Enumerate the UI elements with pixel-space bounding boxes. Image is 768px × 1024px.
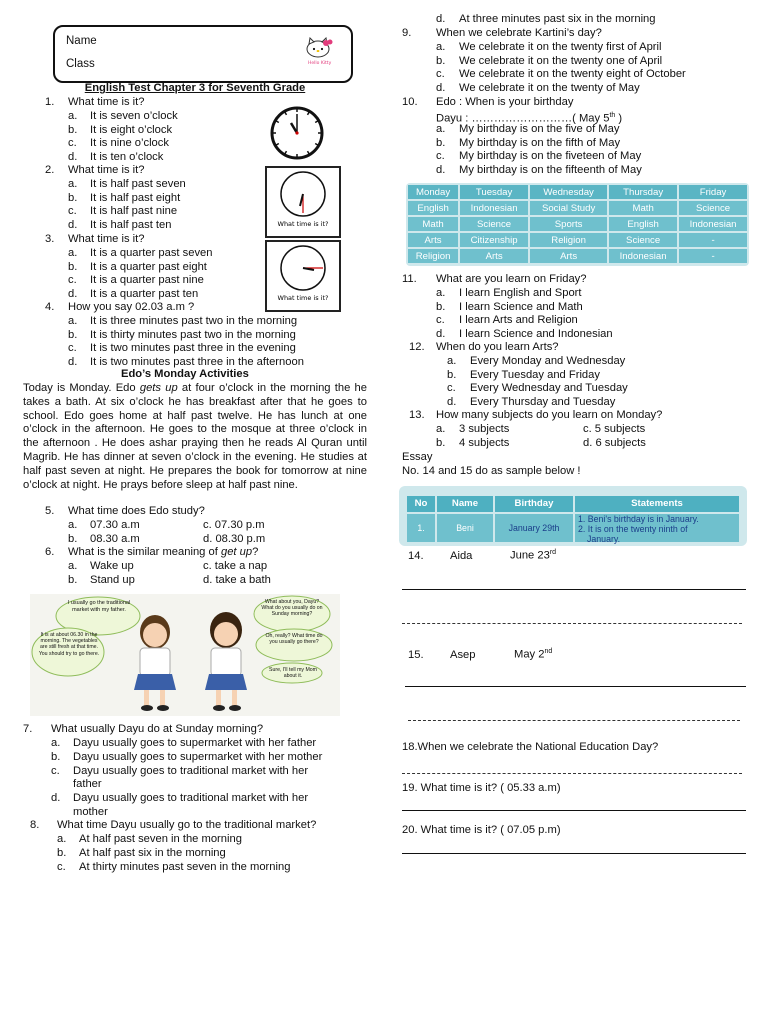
clock-2-frame — [265, 166, 341, 238]
q20-answer-line[interactable] — [402, 853, 746, 854]
clock-1 — [265, 106, 329, 163]
bubble-5: Sure, I'll tell my Mom about it. — [269, 667, 317, 680]
svg-text:Hello Kitty: Hello Kitty — [308, 61, 332, 66]
schedule-cell: Sports — [530, 217, 607, 231]
q19: 19. What time is it? ( 05.33 a.m) — [402, 782, 561, 794]
schedule-cell: English — [408, 201, 458, 215]
q18-dashed-line[interactable] — [402, 773, 742, 774]
q10-option-d: d. My birthday is on the fifteenth of May — [436, 164, 642, 177]
q5-option-c: c. 07.30 p.m — [203, 519, 265, 531]
clock-2-caption: What time is it? — [277, 220, 329, 228]
q3-option-b: b. It is a quarter past eight — [68, 260, 207, 273]
q1-option-a: a. It is seven o’clock — [68, 110, 178, 122]
bubble-4: Oh, really? What time do you usually go there? — [265, 633, 323, 646]
q14-dashed-line[interactable] — [402, 623, 742, 624]
test-title: English Test Chapter 3 for Seventh Grade — [84, 82, 306, 94]
schedule-day: Thursday — [609, 185, 677, 199]
q10-option-a: a. My birthday is on the five of May — [436, 123, 620, 135]
q7-option-b: b. Dayu usually goes to supermarket with her mother — [51, 750, 323, 763]
q11-option-d: d. I learn Science and Indonesian — [436, 328, 613, 341]
clock-3-caption: What time is it? — [277, 294, 329, 302]
q1-option-b: b. It is eight o’clock — [68, 123, 173, 136]
q7-option-c: c. Dayu usually goes to traditional market with her — [51, 764, 309, 777]
q3-option-d: d. It is a quarter past ten — [68, 287, 199, 300]
sample-header-no: No — [407, 496, 435, 512]
schedule-cell: Citizenship — [460, 233, 528, 247]
q20: 20. What time is it? ( 07.05 p.m) — [402, 824, 561, 836]
q10-dialog: Dayu : ………………………( May 5th ) — [436, 112, 623, 125]
q4-option-d: d. It is two minutes past three in the afternoon — [68, 355, 304, 368]
q9-option-b: b. We celebrate it on the twenty one of April — [436, 54, 663, 67]
q11-option-b: b. I learn Science and Math — [436, 300, 583, 313]
name-label: Name — [66, 35, 97, 47]
q9-question: 9. When we celebrate Kartini’s day? — [402, 27, 602, 39]
schedule-cell: - — [679, 249, 747, 263]
bubble-3: What about you, Dayu? What do you usually do on Sunday morning? — [261, 599, 323, 618]
q8-option-d: d. At three minutes past six in the morning — [436, 13, 656, 25]
q13-option-a: a. 3 subjects — [436, 423, 510, 435]
schedule-cell: English — [609, 217, 677, 231]
sample-header-birthday: Birthday — [495, 496, 573, 512]
schedule-cell: Indonesian — [679, 217, 747, 231]
schedule-cell: Indonesian — [609, 249, 677, 263]
schedule-cell: Science — [609, 233, 677, 247]
q1-option-c: c. It is nine o’clock — [68, 137, 169, 150]
q18: 18.When we celebrate the National Education Day? — [402, 741, 659, 753]
schedule-day: Monday — [408, 185, 458, 199]
q12-option-a: a. Every Monday and Wednesday — [447, 355, 626, 367]
q6-option-d: d. take a bath — [203, 574, 271, 586]
q12-option-c: c. Every Wednesday and Tuesday — [447, 382, 628, 395]
q10-option-b: b. My birthday is on the fifth of May — [436, 136, 621, 149]
sample-no: 1. — [407, 514, 435, 542]
name-class-box — [53, 25, 353, 83]
reading-title: Edo’s Monday Activities — [121, 368, 249, 380]
q6-question: 6. What is the similar meaning of get up? — [45, 546, 259, 558]
sample-name: Beni — [437, 514, 493, 542]
q1-option-d: d. It is ten o’clock — [68, 150, 164, 163]
q2-option-d: d. It is half past ten — [68, 218, 172, 231]
schedule-cell: Science — [679, 201, 747, 215]
q6-option-a: a. Wake up — [68, 560, 134, 572]
reading-paragraph: Today is Monday. Edo gets up at four o’clock in the morning the he takes a bath. At six o’clock he has breakfast after that he goes to school. Edo goes home at half past twelve. He has lunch at one o’clock in the afternoon. He goes to the mosque at three o’clock in the afternoon . He does ashar praying then he reads Al Quran until Magrib. He has dinner at seven o’clock in the evening. He studies at half past seven at night. He prepares the book for tomorrow at nine o’clock at night. He prays before sleep at half past nine. — [23, 382, 367, 491]
q19-answer-line[interactable] — [402, 810, 746, 811]
q11-question: 11. What are you learn on Friday? — [402, 273, 587, 285]
q13-option-b: b. 4 subjects — [436, 437, 510, 449]
q7-option-d-cont: mother — [73, 806, 108, 818]
q5-option-b: b. 08.30 a.m — [68, 533, 140, 545]
schedule-cell: Math — [408, 217, 458, 231]
sample-table — [399, 486, 747, 546]
schedule-cell: Arts — [460, 249, 528, 263]
q3-question: 3. What time is it? — [45, 233, 145, 245]
q8-option-a: a. At half past seven in the morning — [57, 833, 242, 845]
q15-answer-line[interactable] — [405, 686, 746, 687]
q9-option-a: a. We celebrate it on the twenty first of April — [436, 41, 662, 53]
q3-option-a: a. It is a quarter past seven — [68, 247, 213, 259]
q2-option-a: a. It is half past seven — [68, 178, 186, 190]
q5-option-d: d. 08.30 p.m — [203, 533, 266, 545]
q7-option-d: d. Dayu usually goes to traditional market with her — [51, 792, 309, 805]
class-label: Class — [66, 58, 95, 70]
schedule-day: Tuesday — [460, 185, 528, 199]
q9-option-d: d. We celebrate it on the twenty of May — [436, 82, 640, 95]
q11-option-c: c. I learn Arts and Religion — [436, 314, 578, 327]
q8-option-c: c. At thirty minutes past seven in the morning — [57, 860, 291, 873]
q14: 14. Aida June 23rd — [408, 549, 557, 562]
sample-birthday: January 29th — [495, 514, 573, 542]
q7-question: 7. What usually Dayu do at Sunday morning? — [23, 723, 264, 735]
essay-instruction: No. 14 and 15 do as sample below ! — [402, 465, 581, 477]
hello-kitty-logo — [303, 37, 335, 67]
bubble-2: It is at about 06.30 in the morning. The vegetables are still fresh at that time. You should try to go there. — [38, 632, 100, 657]
q8-question: 8. What time Dayu usually go to the traditional market? — [30, 819, 317, 831]
sample-header-statements: Statements — [575, 496, 739, 512]
bubble-1: I usually go the traditional market with my father. — [67, 600, 131, 613]
schedule-cell: Math — [609, 201, 677, 215]
q2-option-b: b. It is half past eight — [68, 191, 181, 204]
q6-option-b: b. Stand up — [68, 574, 135, 586]
schedule-cell: Indonesian — [460, 201, 528, 215]
q13-option-c: c. 5 subjects — [583, 423, 646, 435]
schedule-cell: Religion — [408, 249, 458, 263]
q4-option-a: a. It is three minutes past two in the morning — [68, 315, 298, 327]
q5-question: 5. What time does Edo study? — [45, 505, 205, 517]
sample-statements: 1. Beni's birthday is in January. 2. It is on the twenty ninth of January. — [575, 514, 739, 542]
clock-3-frame — [265, 240, 341, 312]
schedule-cell: - — [679, 233, 747, 247]
q6-option-c: c. take a nap — [203, 560, 268, 572]
q14-answer-line[interactable] — [402, 589, 746, 590]
q2-option-c: c. It is half past nine — [68, 205, 178, 218]
q7-option-a: a. Dayu usually goes to supermarket with her father — [51, 737, 317, 749]
q2-question: 2. What time is it? — [45, 164, 145, 176]
q4-question: 4. How you say 02.03 a.m ? — [45, 301, 195, 313]
schedule-day: Wednesday — [530, 185, 607, 199]
schedule-table — [406, 183, 749, 266]
q12-question: 12. When do you learn Arts? — [409, 341, 559, 353]
q13-question: 13. How many subjects do you learn on Monday? — [409, 409, 663, 421]
q10-option-c: c. My birthday is on the fiveteen of May — [436, 150, 642, 163]
schedule-cell: Science — [460, 217, 528, 231]
q7-option-c-cont: father — [73, 778, 102, 791]
q12-option-b: b. Every Tuesday and Friday — [447, 368, 600, 381]
q3-option-c: c. It is a quarter past nine — [68, 274, 204, 287]
q10-question: 10. Edo : When is your birthday — [402, 96, 574, 108]
schedule-cell: Social Study — [530, 201, 607, 215]
q9-option-c: c. We celebrate it on the twenty eight of October — [436, 68, 686, 81]
q4-option-c: c. It is two minutes past three in the evening — [68, 342, 296, 355]
q1-question: 1. What time is it? — [45, 96, 145, 108]
essay-label: Essay — [402, 451, 433, 463]
q15-dashed-line[interactable] — [408, 720, 740, 721]
schedule-cell: Arts — [530, 249, 607, 263]
dialog-illustration — [30, 594, 340, 716]
schedule-day: Friday — [679, 185, 747, 199]
schedule-cell: Arts — [408, 233, 458, 247]
q5-option-a: a. 07.30 a.m — [68, 519, 140, 531]
q4-option-b: b. It is thirty minutes past two in the morning — [68, 328, 296, 341]
q15: 15. Asep May 2nd — [408, 648, 553, 661]
q13-option-d: d. 6 subjects — [583, 437, 646, 449]
sample-header-name: Name — [437, 496, 493, 512]
q12-option-d: d. Every Thursday and Tuesday — [447, 396, 616, 409]
q8-option-b: b. At half past six in the morning — [57, 846, 226, 859]
q11-option-a: a. I learn English and Sport — [436, 287, 582, 299]
schedule-cell: Religion — [530, 233, 607, 247]
